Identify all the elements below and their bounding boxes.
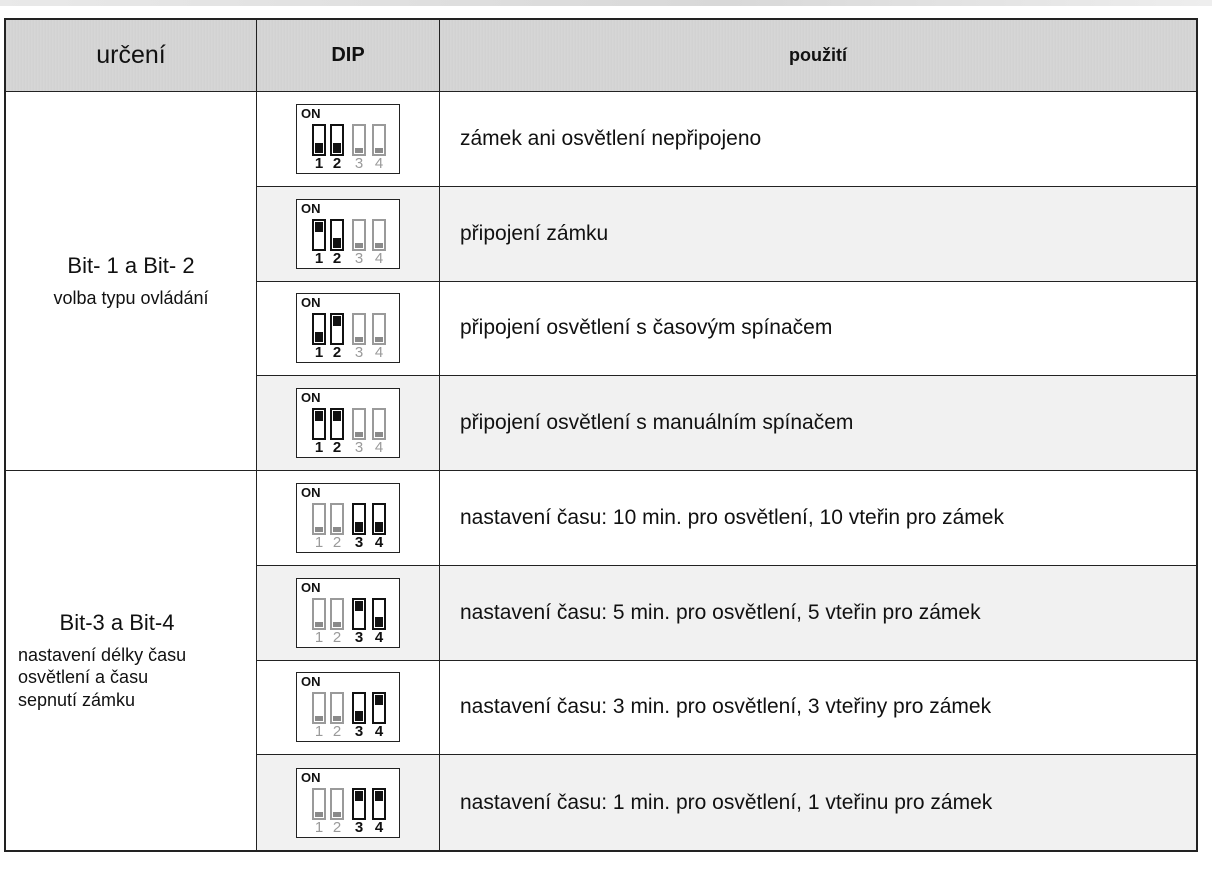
use-description: nastavení času: 5 min. pro osvětlení, 5 vteřin pro zámek: [440, 566, 1196, 661]
dip-switch-number: 2: [332, 154, 342, 172]
dip-cell: [257, 661, 440, 756]
dip-on-label: ON: [301, 769, 321, 785]
dip-on-label: ON: [301, 200, 321, 216]
dip-switch-2: [330, 313, 344, 345]
dip-switch-1: [312, 503, 326, 535]
dip-switch-4: [372, 598, 386, 630]
dip-switch-number: 4: [374, 723, 384, 741]
dip-switch-3: [352, 313, 366, 345]
use-description: připojení zámku: [440, 187, 1196, 282]
dip-switch-knob: [333, 238, 341, 248]
dip-switch-3: [352, 503, 366, 535]
dip-switch-knob: [315, 716, 323, 721]
dip-switch-number: 1: [314, 723, 324, 741]
dip-switch-knob: [375, 791, 383, 801]
dip-switch-diagram: [296, 768, 400, 838]
dip-switch-2: [330, 598, 344, 630]
dip-switch-2: [330, 124, 344, 156]
dip-switch-1: [312, 408, 326, 440]
dip-switch-number: 4: [374, 249, 384, 267]
use-description: zámek ani osvětlení nepřipojeno: [440, 92, 1196, 187]
group-bit-3-4: [6, 471, 257, 850]
dip-switch-knob: [355, 243, 363, 248]
dip-switch-knob: [333, 411, 341, 421]
dip-switch-number: 4: [374, 154, 384, 172]
use-description: nastavení času: 3 min. pro osvětlení, 3 vteřiny pro zámek: [440, 661, 1196, 756]
dip-switch-knob: [355, 711, 363, 721]
dip-switch-number: 2: [332, 249, 342, 267]
dip-switch-4: [372, 124, 386, 156]
dip-on-label: ON: [301, 390, 321, 406]
dip-switch-knob: [333, 143, 341, 153]
dip-switch-number: 1: [314, 628, 324, 646]
dip-switch-number: 3: [354, 154, 364, 172]
dip-cell: [257, 376, 440, 471]
dip-on-label: ON: [301, 674, 321, 690]
dip-switch-1: [312, 692, 326, 724]
dip-cell: [257, 566, 440, 661]
use-description: nastavení času: 1 min. pro osvětlení, 1 vteřinu pro zámek: [440, 755, 1196, 850]
dip-switch-knob: [375, 148, 383, 153]
dip-switch-number: 3: [354, 439, 364, 457]
dip-cell: [257, 755, 440, 850]
dip-switch-number: 1: [314, 249, 324, 267]
use-description: připojení osvětlení s časovým spínačem: [440, 282, 1196, 377]
dip-switch-knob: [315, 622, 323, 627]
dip-switch-diagram: [296, 104, 400, 174]
dip-switch-2: [330, 692, 344, 724]
dip-switch-diagram: [296, 293, 400, 363]
dip-switch-2: [330, 219, 344, 251]
group-desc-line: osvětlení a času: [18, 667, 149, 688]
header-determination: určení: [6, 20, 257, 92]
dip-switch-diagram: [296, 483, 400, 553]
dip-cell: [257, 282, 440, 377]
dip-switch-number: 2: [332, 723, 342, 741]
dip-switch-1: [312, 788, 326, 820]
group-title: Bit-3 a Bit-4: [59, 609, 175, 635]
dip-switch-diagram: [296, 672, 400, 742]
dip-switch-number: 3: [354, 344, 364, 362]
dip-switch-number: 1: [314, 154, 324, 172]
dip-switch-knob: [375, 432, 383, 437]
dip-switch-2: [330, 408, 344, 440]
dip-switch-number: 4: [374, 439, 384, 457]
dip-switch-number: 2: [332, 818, 342, 836]
dip-switch-knob: [355, 337, 363, 342]
dip-switch-1: [312, 313, 326, 345]
dip-switch-3: [352, 692, 366, 724]
dip-switch-knob: [375, 522, 383, 532]
dip-switch-number: 3: [354, 818, 364, 836]
dip-switch-number: 2: [332, 628, 342, 646]
dip-switch-number: 3: [354, 723, 364, 741]
use-description: připojení osvětlení s manuálním spínačem: [440, 376, 1196, 471]
dip-switch-knob: [333, 622, 341, 627]
dip-on-label: ON: [301, 484, 321, 500]
dip-switch-knob: [355, 432, 363, 437]
dip-switch-knob: [315, 411, 323, 421]
dip-switch-knob: [315, 527, 323, 532]
dip-switch-number: 4: [374, 628, 384, 646]
dip-switch-table: [4, 18, 1198, 852]
dip-switch-knob: [375, 695, 383, 705]
header-use: použití: [440, 20, 1196, 92]
group-bit-1-2: [6, 92, 257, 471]
dip-switch-number: 3: [354, 249, 364, 267]
dip-switch-4: [372, 692, 386, 724]
dip-switch-knob: [375, 337, 383, 342]
dip-switch-number: 1: [314, 439, 324, 457]
group-title: Bit- 1 a Bit- 2: [67, 252, 195, 278]
dip-switch-knob: [333, 316, 341, 326]
dip-switch-knob: [333, 716, 341, 721]
dip-switch-knob: [315, 143, 323, 153]
dip-switch-diagram: [296, 199, 400, 269]
dip-switch-knob: [315, 812, 323, 817]
dip-switch-number: 4: [374, 533, 384, 551]
group-desc: volba typu ovládání: [53, 287, 209, 308]
dip-switch-4: [372, 219, 386, 251]
dip-switch-3: [352, 788, 366, 820]
dip-switch-number: 1: [314, 344, 324, 362]
dip-switch-knob: [315, 222, 323, 232]
dip-switch-number: 2: [332, 439, 342, 457]
dip-switch-number: 1: [314, 818, 324, 836]
dip-switch-4: [372, 503, 386, 535]
dip-switch-4: [372, 408, 386, 440]
dip-on-label: ON: [301, 579, 321, 595]
dip-cell: [257, 92, 440, 187]
dip-switch-1: [312, 124, 326, 156]
dip-switch-knob: [315, 332, 323, 342]
dip-switch-number: 4: [374, 344, 384, 362]
dip-switch-2: [330, 503, 344, 535]
dip-switch-number: 3: [354, 628, 364, 646]
dip-switch-number: 1: [314, 533, 324, 551]
dip-switch-knob: [375, 243, 383, 248]
group-desc-line: nastavení délky času: [18, 644, 187, 665]
dip-switch-3: [352, 219, 366, 251]
dip-switch-number: 3: [354, 533, 364, 551]
dip-switch-knob: [355, 148, 363, 153]
dip-switch-diagram: [296, 578, 400, 648]
dip-switch-knob: [355, 601, 363, 611]
dip-switch-3: [352, 598, 366, 630]
dip-cell: [257, 471, 440, 566]
dip-switch-4: [372, 313, 386, 345]
dip-on-label: ON: [301, 295, 321, 311]
dip-switch-number: 4: [374, 818, 384, 836]
dip-switch-knob: [333, 527, 341, 532]
dip-switch-4: [372, 788, 386, 820]
dip-cell: [257, 187, 440, 282]
dip-switch-knob: [355, 522, 363, 532]
dip-switch-number: 2: [332, 344, 342, 362]
scan-top-strip: [0, 0, 1212, 6]
group-desc-line: sepnutí zámku: [18, 689, 136, 710]
dip-switch-number: 2: [332, 533, 342, 551]
dip-on-label: ON: [301, 105, 321, 121]
dip-switch-knob: [333, 812, 341, 817]
header-dip: DIP: [257, 20, 440, 92]
dip-switch-1: [312, 219, 326, 251]
dip-switch-3: [352, 124, 366, 156]
dip-switch-knob: [375, 617, 383, 627]
dip-switch-knob: [355, 791, 363, 801]
dip-switch-2: [330, 788, 344, 820]
dip-switch-1: [312, 598, 326, 630]
dip-switch-diagram: [296, 388, 400, 458]
dip-switch-3: [352, 408, 366, 440]
use-description: nastavení času: 10 min. pro osvětlení, 10 vteřin pro zámek: [440, 471, 1196, 566]
